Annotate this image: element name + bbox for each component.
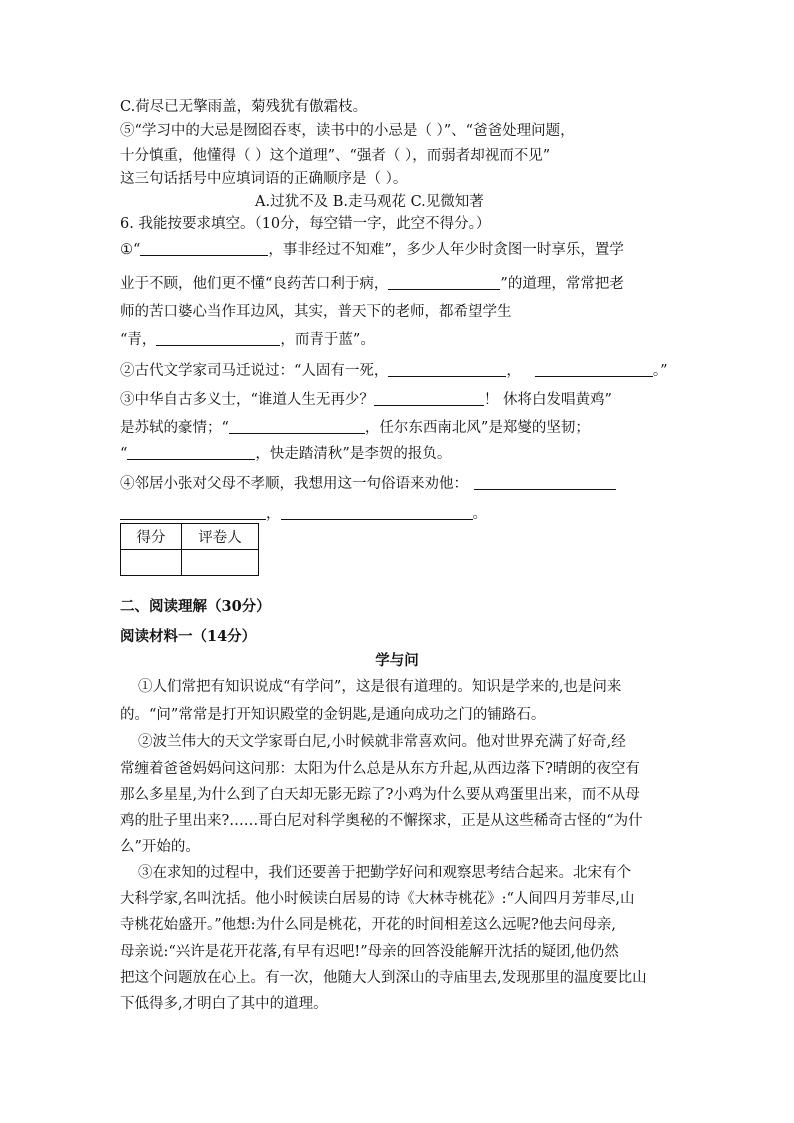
passage-line: 鸡的肚子里出来?……哥白尼对科学奥秘的不懈探求，正是从这些稀奇古怪的“为什 bbox=[120, 813, 643, 829]
q6-text: 业于不顾，他们更不懂“良药苦口利于病， bbox=[120, 276, 389, 292]
grader-cell[interactable] bbox=[182, 550, 259, 576]
score-table bbox=[120, 523, 259, 576]
passage-line: ③在求知的过程中，我们还要善于把勤学好问和观察思考结合起来。北宋有个 bbox=[138, 865, 631, 881]
answer-blank[interactable] bbox=[535, 361, 653, 377]
q6-line-4 bbox=[120, 330, 375, 350]
answer-blank[interactable] bbox=[474, 474, 616, 490]
q6-text: ，快走踏清秋”是李贺的报负。 bbox=[255, 446, 452, 462]
answer-blank[interactable] bbox=[374, 390, 484, 406]
q6-text: 是苏轼的豪情；“ bbox=[120, 420, 229, 436]
q6-line-6 bbox=[120, 390, 612, 410]
answer-blank[interactable] bbox=[127, 444, 255, 460]
q6-line-1 bbox=[120, 240, 624, 260]
q6-line-10 bbox=[120, 504, 487, 524]
answer-blank[interactable] bbox=[229, 418, 365, 434]
q6-text: ②古代文学家司马迁说过：“人固有一死， bbox=[120, 363, 389, 379]
q6-text: 。 bbox=[472, 506, 487, 522]
q6-text: ③中华自古多义士，“谁道人生无再少？ bbox=[120, 392, 374, 408]
q6-line-9 bbox=[120, 474, 616, 494]
answer-blank[interactable] bbox=[140, 240, 268, 256]
passage-line: 常缠着爸爸妈妈问这问那：太阳为什么总是从东方升起,从西边落下?晴朗的夜空有 bbox=[120, 761, 640, 777]
reading-material-label: 阅读材料一（14分） bbox=[120, 628, 257, 645]
q6-text: ④邻居小张对父母不孝顺，我想用这一句俗语来劝他： bbox=[120, 476, 468, 492]
answer-blank[interactable] bbox=[281, 504, 473, 520]
q5-options: A.过犹不及 B.走马观花 C.见微知著 bbox=[255, 194, 484, 210]
q6-text: ， bbox=[266, 506, 281, 522]
q6-text: ，而青于蓝”。 bbox=[280, 332, 375, 348]
answer-blank[interactable] bbox=[388, 274, 500, 290]
passage-line: ①人们常把有知识说成“有学问”，这是很有道理的。知识是学来的,也是问来 bbox=[138, 679, 622, 695]
q5-line-2: 十分慎重，他懂得（ ）这个道理”、“强者（ ），而弱者却视而不见” bbox=[120, 148, 551, 164]
option-c-line: C.荷尽已无擎雨盖，菊残犹有傲霜枝。 bbox=[120, 99, 368, 115]
passage-line: 大科学家,名叫沈括。他小时候读白居易的诗《大林寺桃花》:“人间四月芳菲尽,山 bbox=[120, 891, 635, 907]
answer-blank[interactable] bbox=[388, 361, 506, 377]
q6-text: ！ 休将白发唱黄鸡” bbox=[483, 392, 612, 408]
q6-line-5 bbox=[120, 361, 668, 381]
section-2-heading: 二、阅读理解（30分） bbox=[120, 598, 271, 615]
q6-text: ”的道理，常常把老 bbox=[500, 276, 624, 292]
passage-line: 把这个问题放在心上。有一次，他随大人到深山的寺庙里去,发现那里的温度要比山 bbox=[120, 970, 647, 986]
q6-line-2 bbox=[120, 274, 624, 294]
grader-header: 评卷人 bbox=[182, 524, 259, 550]
q6-text: 。” bbox=[652, 363, 668, 379]
q5-line-1: ⑤“学习中的大忌是囫囵吞枣，读书中的小忌是（ ）”、“爸爸处理问题， bbox=[120, 123, 575, 139]
score-cell[interactable] bbox=[121, 550, 182, 576]
passage-line: 的。“问”常常是打开知识殿堂的金钥匙,是通向成功之门的铺路石。 bbox=[120, 707, 546, 723]
answer-blank[interactable] bbox=[120, 504, 266, 520]
q6-text: ， bbox=[506, 363, 521, 379]
q6-line-3: 师的苦口婆心当作耳边风，其实，普天下的老师，都希望学生 bbox=[120, 304, 512, 320]
q6-line-8 bbox=[120, 444, 451, 464]
passage-line: 母亲说:“兴许是花开花落,有早有迟吧!”母亲的回答没能解开沈括的疑团,他仍然 bbox=[120, 944, 619, 960]
answer-blank[interactable] bbox=[156, 330, 280, 346]
q6-text: “青， bbox=[120, 332, 157, 348]
q5-line-3: 这三句话括号中应填词语的正确顺序是（ ）。 bbox=[120, 171, 408, 187]
q6-line-7 bbox=[120, 418, 590, 438]
passage-line: 那么多星星,为什么到了白天却无影无踪了?小鸡为什么要从鸡蛋里出来，而不从母 bbox=[120, 787, 640, 803]
passage-line: 寺桃花始盛开。”他想:为什么同是桃花，开花的时间相差这么远呢?他去问母亲, bbox=[120, 917, 616, 933]
passage-line: 么”开始的。 bbox=[120, 839, 200, 855]
q6-text: “ bbox=[120, 446, 128, 462]
passage-line: ②波兰伟大的天文学家哥白尼,小时候就非常喜欢问。他对世界充满了好奇,经 bbox=[138, 734, 626, 750]
passage-title: 学与问 bbox=[375, 652, 419, 669]
q6-text: ，事非经过不知难”，多少人年少时贪图一时享乐，置学 bbox=[268, 242, 624, 258]
passage-line: 下低得多,才明白了其中的道理。 bbox=[120, 996, 328, 1012]
q6-text: ，任尔东西南北风”是郑燮的坚韧； bbox=[364, 420, 590, 436]
score-header: 得分 bbox=[121, 524, 182, 550]
q6-heading: 6. 我能按要求填空。（10分，每空错一字，此空不得分。） bbox=[120, 216, 491, 232]
q6-text: ①“ bbox=[120, 242, 141, 258]
